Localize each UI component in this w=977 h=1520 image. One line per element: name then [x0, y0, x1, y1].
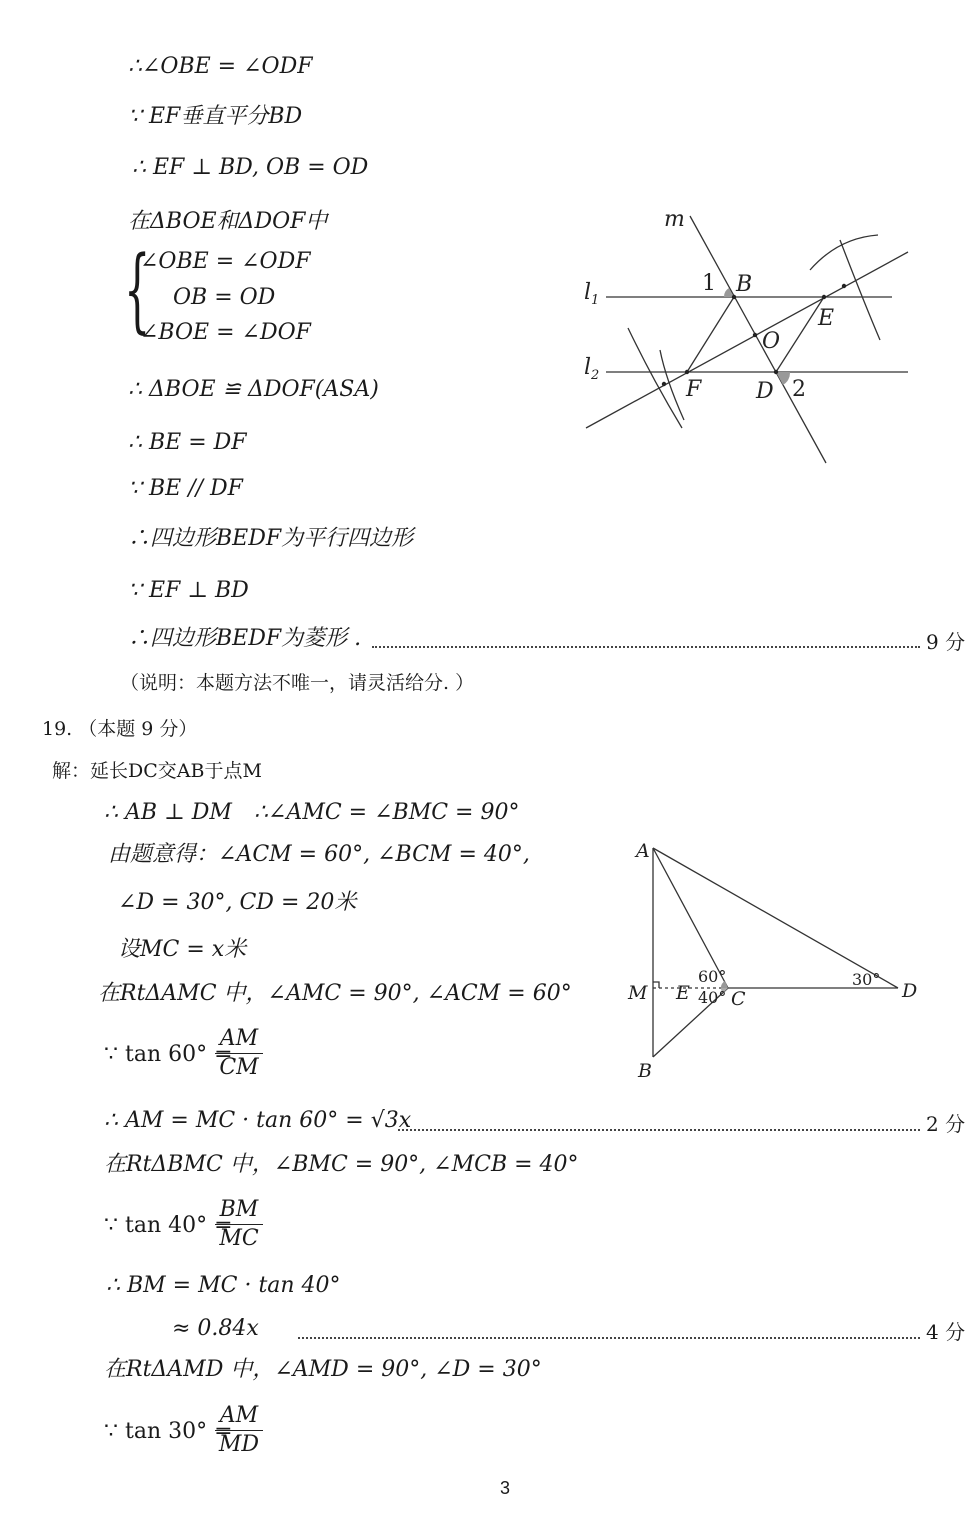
label-O: O: [762, 329, 781, 354]
label-l2: $l_2$: [584, 355, 600, 383]
step-line: ∵ EF ⊥ BD: [128, 578, 249, 603]
step-line: ∴ AM = MC · tan 60° = √3x: [104, 1108, 412, 1133]
label-E: E: [818, 306, 835, 331]
step-line: 由题意得：∠ACM = 60°, ∠BCM = 40°,: [108, 842, 530, 867]
label-l1: $l_1$: [584, 280, 600, 308]
tan40-lhs: ∵ tan 40° =: [104, 1213, 233, 1238]
label-m: m: [664, 207, 685, 232]
step-line: 在ΔBOE和ΔDOF中: [128, 209, 328, 234]
label-1: 1: [702, 271, 716, 296]
dot-leader: [398, 1129, 920, 1131]
right-angle-mark: [653, 982, 659, 988]
line-m: [690, 216, 826, 463]
system-line: ∠BOE = ∠DOF: [140, 320, 311, 345]
segment-BF: [687, 297, 734, 372]
denominator: CM: [219, 1055, 259, 1080]
label-F: F: [686, 377, 702, 402]
arc: [810, 235, 878, 270]
step-line: 在RtΔAMC 中，∠AMC = 90°, ∠ACM = 60°: [98, 981, 572, 1006]
label-M: M: [628, 982, 648, 1004]
label-E: E: [676, 982, 690, 1004]
denominator: MC: [219, 1226, 259, 1251]
step-line: ∴ AB ⊥ DM: [104, 800, 232, 825]
label-angle-40: 40°: [698, 988, 727, 1007]
score-mark: 9 分: [926, 630, 966, 654]
label-B: B: [638, 1060, 652, 1082]
tan60-lhs: ∵ tan 60° =: [104, 1042, 233, 1067]
label-angle-30: 30°: [852, 970, 881, 989]
rhombus-construction-figure: [578, 200, 918, 470]
solution-intro: 解：延长DC交AB于点M: [52, 760, 262, 782]
numerator: AM: [215, 1025, 263, 1054]
system-brace: {: [124, 236, 151, 343]
step-line: ∴四边形BEDF为菱形 .: [128, 626, 362, 651]
step-line: ∴ BE = DF: [128, 430, 247, 455]
arc: [628, 328, 682, 428]
label-D: D: [756, 379, 774, 404]
denominator: MD: [218, 1432, 260, 1457]
label-angle-60: 60°: [698, 967, 727, 986]
question-header: 19. （本题 9 分）: [42, 718, 198, 740]
tan60-fraction: [215, 1025, 263, 1082]
tan40-fraction: [215, 1196, 263, 1253]
label-2: 2: [792, 377, 806, 402]
numerator: BM: [215, 1196, 263, 1225]
segment-ED: [776, 297, 824, 372]
step-line: 在RtΔAMD 中，∠AMD = 90°, ∠D = 30°: [104, 1357, 542, 1382]
step-line: ∴∠OBE = ∠ODF: [128, 54, 313, 79]
step-line: ≈ 0.84x: [172, 1316, 259, 1341]
step-line: ∴∠AMC = ∠BMC = 90°: [254, 800, 520, 825]
page-number: 3: [499, 1478, 510, 1498]
tan30-fraction: [215, 1402, 263, 1459]
segment-AD: [653, 848, 898, 988]
triangle-figure: [620, 835, 930, 1085]
label-B: B: [736, 272, 753, 297]
score-mark: 2 分: [926, 1112, 966, 1136]
step-line: ∴ EF ⊥ BD, OB = OD: [132, 155, 369, 180]
system-line: OB = OD: [173, 285, 276, 310]
note: （说明：本题方法不唯一，请灵活给分. ）: [120, 672, 475, 694]
step-line: ∠D = 30°, CD = 20米: [118, 890, 357, 915]
dot-leader: [372, 646, 920, 648]
step-line: 设MC = x米: [118, 937, 247, 962]
step-line: ∴四边形BEDF为平行四边形: [128, 526, 414, 551]
arc: [840, 240, 880, 340]
score-mark: 4 分: [926, 1320, 966, 1344]
label-D: D: [902, 980, 918, 1002]
label-A: A: [636, 840, 650, 862]
angle-2-mark: [776, 372, 790, 385]
step-line: 在RtΔBMC 中，∠BMC = 90°, ∠MCB = 40°: [104, 1152, 579, 1177]
step-line: ∴ ΔBOE ≌ ΔDOF(ASA): [128, 377, 379, 402]
label-C: C: [731, 988, 746, 1010]
step-line: ∵ BE // DF: [128, 476, 243, 501]
tan30-lhs: ∵ tan 30° =: [104, 1419, 233, 1444]
numerator: AM: [215, 1402, 263, 1431]
step-line: ∴ BM = MC · tan 40°: [106, 1273, 341, 1298]
system-line: ∠OBE = ∠ODF: [140, 249, 311, 274]
step-line: ∵ EF垂直平分BD: [128, 104, 303, 129]
dot-leader: [298, 1337, 920, 1339]
